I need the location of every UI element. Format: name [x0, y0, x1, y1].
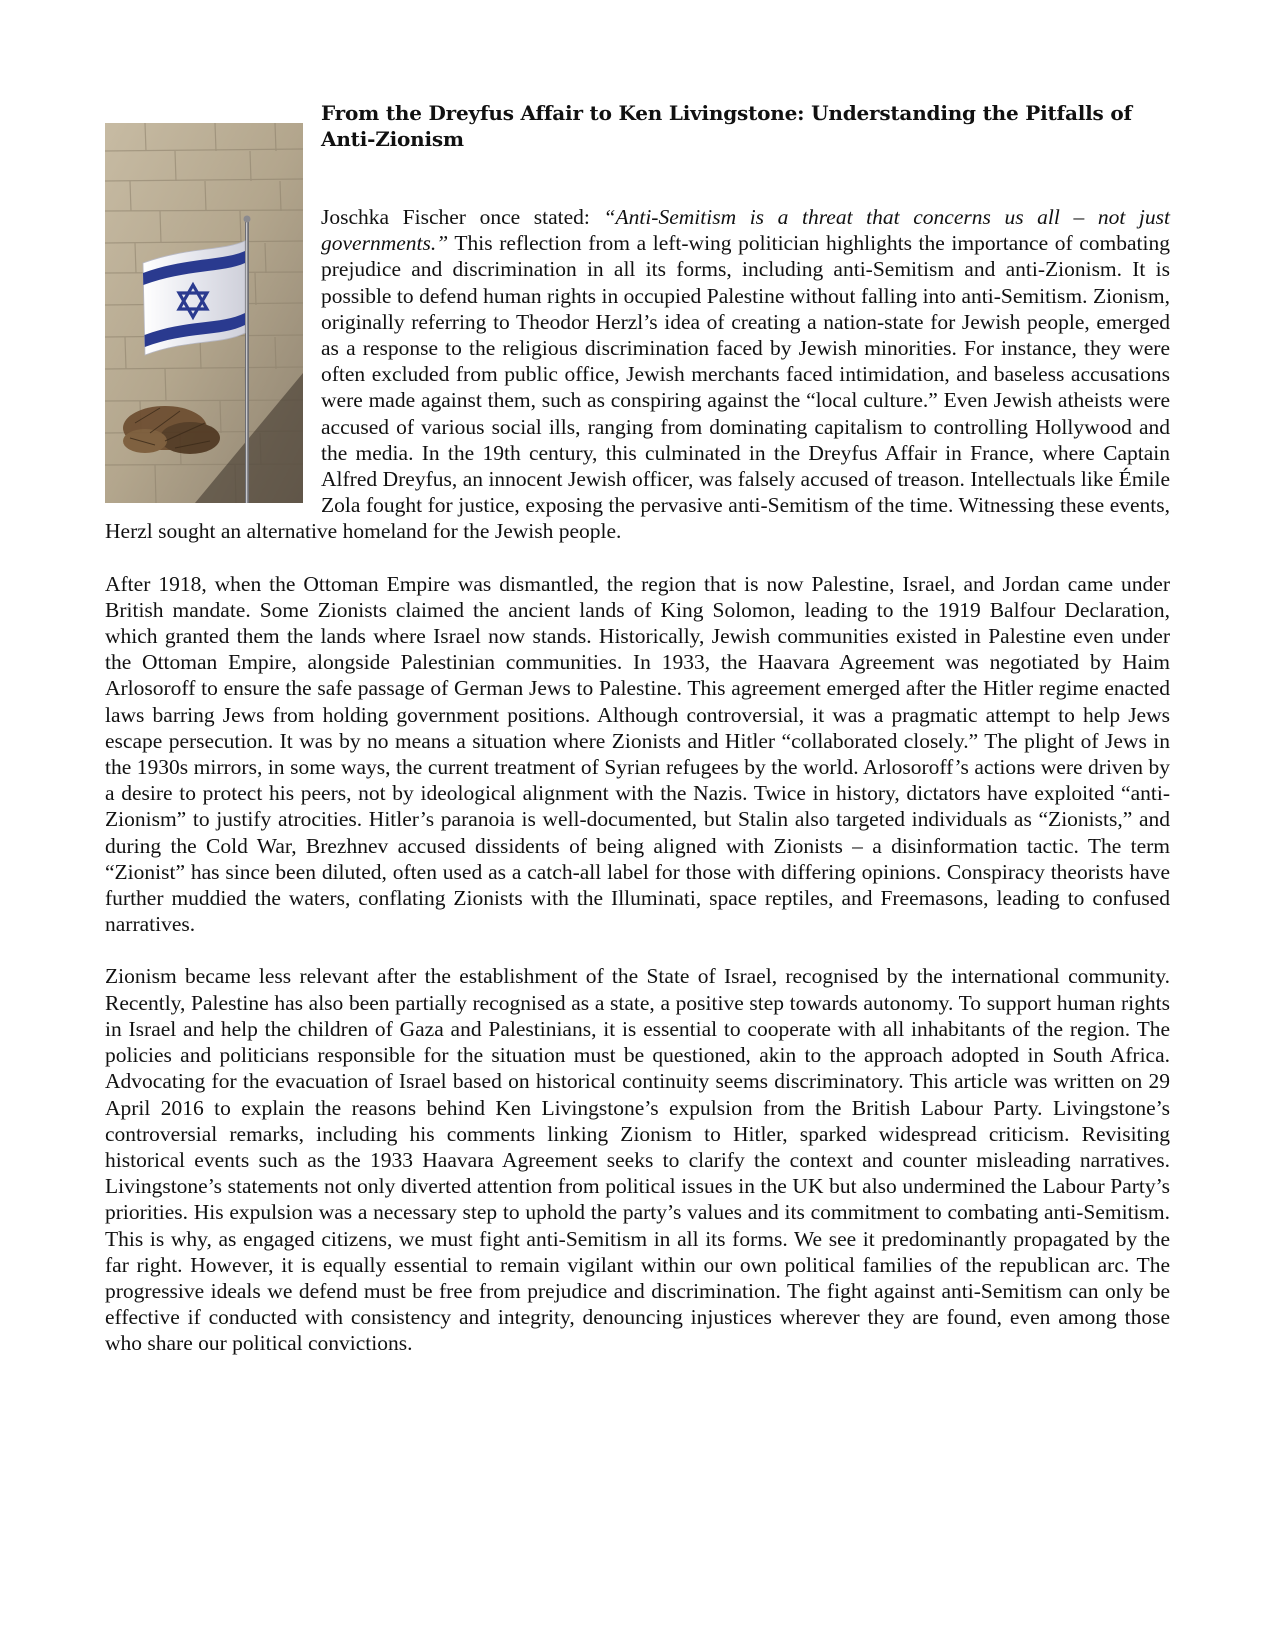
fischer-quote: “Anti-Semitism is a threat that concerns us all – not just governments.”: [321, 205, 1170, 256]
paragraph-intro-body: This reflection from a left-wing politician highlights the importance of combating prejudice and discrimination in all its forms, including anti-Semitism and anti-Zionism. It is possible to defend human rights in occupied Palestine without falling into anti-Semitism. Zionism, originally referring to Theodor Herzl’s idea of creating a nation-state for Jewish people, emerged as a response to the religious discrimination faced by Jewish minorities. For instance, they were often excluded from public office, Jewish merchants faced intimidation, and baseless accusations were made against them, such as conspiring against the “local culture.” Even Jewish atheists were accused of various social ills, ranging from dominating capitalism to controlling Hollywood and the media. In the 19th century, this culminated in the Dreyfus Affair in France, where Captain Alfred Dreyfus, an innocent Jewish officer, was falsely accused of treason. Intellectuals like Émile Zola fought for justice, exposing the pervasive anti-Semitism of the time. Witnessing these events, Herzl sought an alternative homeland for the Jewish people.: [105, 231, 1170, 544]
paragraph-conclusion: Zionism became less relevant after the establishment of the State of Israel, recognised by the international community. Recently, Palestine has also been partially recognised as a state, a positive step towards autonomy. To support human rights in Israel and help the children of Gaza and Palestinians, it is essential to cooperate with all inhabitants of the region. The policies and politicians responsible for the situation must be questioned, akin to the approach adopted in South Africa. Advocating for the evacuation of Israel based on historical continuity seems discriminatory. This article was written on 29 April 2016 to explain the reasons behind Ken Livingstone’s expulsion from the British Labour Party. Livingstone’s controversial remarks, including his comments linking Zionism to Hitler, sparked widespread criticism. Revisiting historical events such as the 1933 Haavara Agreement seeks to clarify the context and counter misleading narratives. Livingstone’s statements not only diverted attention from political issues in the UK but also undermined the Labour Party’s priorities. His expulsion was a necessary step to uphold the party’s values and its commitment to combating anti-Semitism. This is why, as engaged citizens, we must fight anti-Semitism in all its forms. We see it predominantly propagated by the far right. However, it is equally essential to remain vigilant within our own political families of the republican arc. The progressive ideals we defend must be free from prejudice and discrimination. The fight against anti-Semitism can only be effective if conducted with consistency and integrity, denouncing injustices wherever they are found, even among those who share our political convictions.: [105, 964, 1170, 1356]
document-page: [105, 100, 1170, 1357]
paragraph-intro-lead: Joschka Fischer once stated:: [321, 205, 604, 229]
paragraph-history: After 1918, when the Ottoman Empire was dismantled, the region that is now Palestine, Israel, and Jordan came under British mandate. Some Zionists claimed the ancient lands of King Solomon, leading to the 1919 Balfour Declaration, which granted them the lands where Israel now stands. Historically, Jewish communities existed in Palestine even under the Ottoman Empire, alongside Palestinian communities. In 1933, the Haavara Agreement was negotiated by Haim Arlosoroff to ensure the safe passage of German Jews to Palestine. This agreement emerged after the Hitler regime enacted laws barring Jews from holding government positions. Although controversial, it was a pragmatic attempt to help Jews escape persecution. It was by no means a situation where Zionists and Hitler “collaborated closely.” The plight of Jews in the 1930s mirrors, in some ways, the current treatment of Syrian refugees by the world. Arlosoroff’s actions were driven by a desire to protect his peers, not by ideological alignment with the Nazis. Twice in history, dictators have exploited “anti-Zionism” to justify atrocities. Hitler’s paranoia is well-documented, but Stalin also targeted individuals as “Zionists,” and during the Cold War, Brezhnev accused dissidents of being aligned with Zionists – a disinformation tactic. The term “Zionist” has since been diluted, often used as a catch-all label for those with differing opinions. Conspiracy theorists have further muddied the waters, conflating Zionists with the Illuminati, space reptiles, and Freemasons, leading to confused narratives.: [105, 571, 1170, 937]
israeli-flag-photo: [105, 123, 303, 503]
article-title: From the Dreyfus Affair to Ken Livingstone: Understanding the Pitfalls of Anti-Zionism: [321, 101, 1132, 151]
